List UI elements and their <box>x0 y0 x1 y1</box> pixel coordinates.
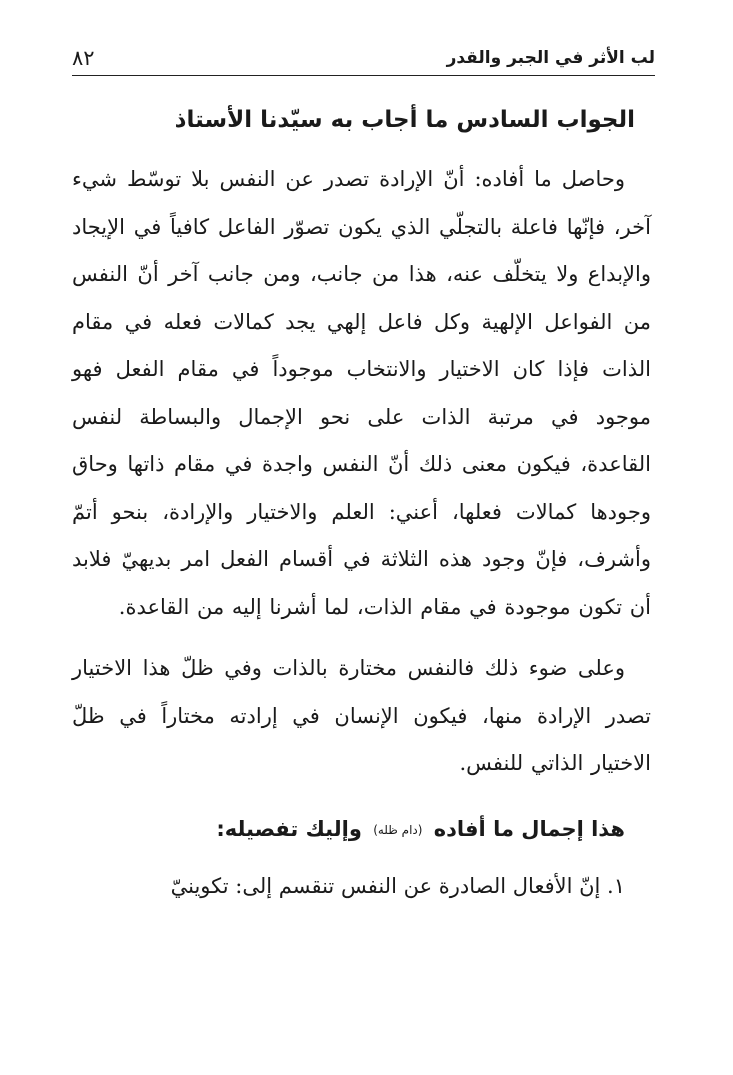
section-heading: الجواب السادس ما أجاب به سيّدنا الأستاذ <box>174 107 635 133</box>
subheading-text-before: هذا إجمال ما أفاده <box>433 816 625 841</box>
page-body <box>72 98 651 910</box>
list-item: ١. إنّ الأفعال الصادرة عن النفس تنقسم إلى: تكوينيّ <box>170 873 625 898</box>
subheading <box>72 806 651 853</box>
paragraph: وعلى ضوء ذلك فالنفس مختارة بالذات وفي ظلّ هذا الاختيار تصدر الإرادة منها، فيكون الإنسان في إرادته مختاراً في ظلّ الاختيار الذاتي للنفس. <box>72 656 651 775</box>
subheading-honorific-note: (دام ظله) <box>373 822 423 837</box>
paragraph: وحاصل ما أفاده: أنّ الإرادة تصدر عن النفس بلا توسّط شيء آخر، فإنّها فاعلة بالتجلّي الذي يكون تصوّر الفاعل كافياً في الإيجاد والإبداع ولا يتخلّف عنه، هذا من جانب، ومن جانب آخر أنّ النفس من الفواعل الإلهية وكل فاعل إلهي يجد كمالات فعله في مقام الذات فإذا كان الاختيار والانتخاب موجوداً في مقام الفعل فهو موجود في مرتبة الذات على نحو الإجمال والبساطة لنفس القاعدة، فيكون معنى ذلك أنّ النفس واجدة في مقام ذاتها وحاق وجودها كمالات فعلها، أعني: العلم والاختيار والإرادة، بنحو أتمّ وأشرف، فإنّ وجود هذه الثلاثة في أقسام الفعل امر بديهيّ فلابد أن تكون موجودة في مقام الذات، لما أشرنا إليه من القاعدة. <box>72 167 651 619</box>
running-title: لب الأثر في الجبر والقدر <box>446 48 655 68</box>
page-number: ٨٢ <box>72 46 95 70</box>
header-rule <box>72 75 655 76</box>
subheading-text-after: وإليك تفصيله: <box>216 816 362 841</box>
running-header <box>72 38 655 70</box>
